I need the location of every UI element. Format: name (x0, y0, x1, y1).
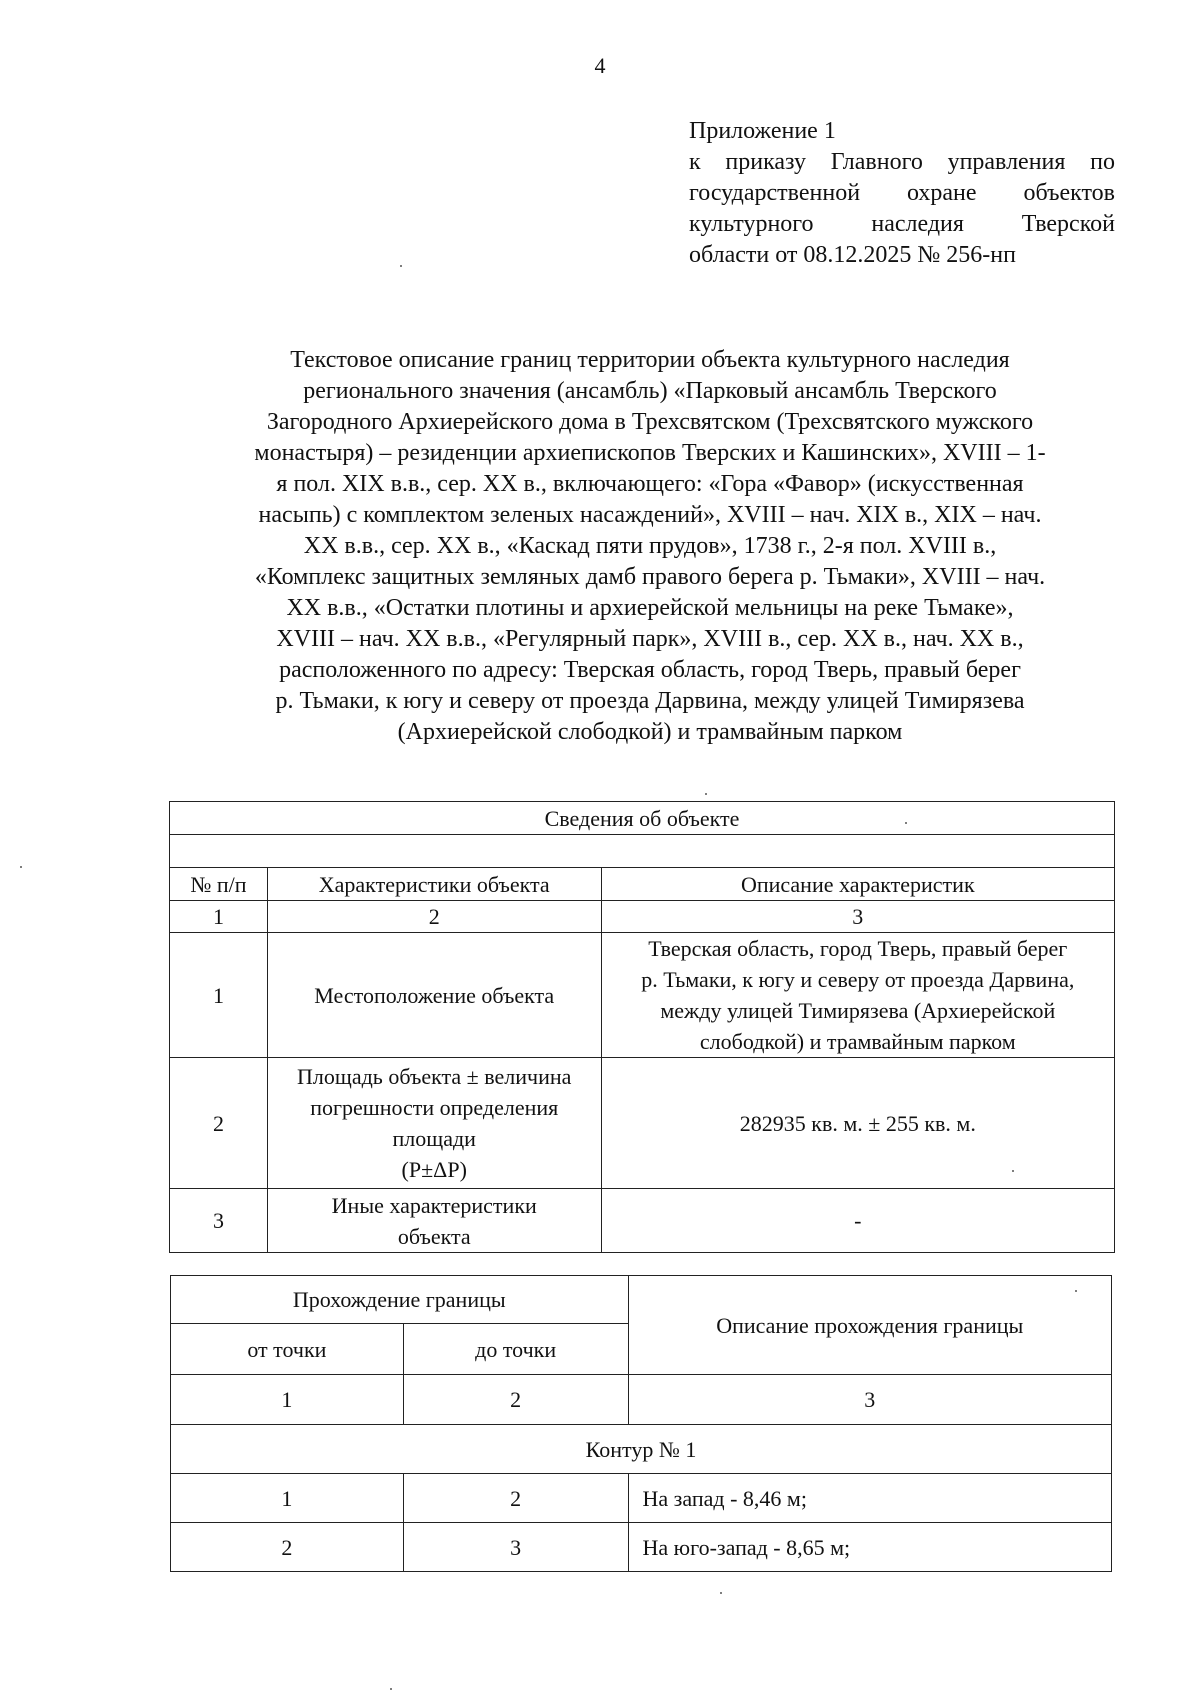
scan-speck (20, 866, 22, 868)
header-border-description: Описание прохождения границы (628, 1276, 1111, 1375)
row-description (601, 933, 1114, 1058)
row-number: 1 (170, 933, 268, 1058)
column-number: 3 (601, 901, 1114, 933)
column-number: 1 (171, 1375, 404, 1425)
table-column-number-row (170, 901, 1115, 933)
cell-line: площади (392, 1126, 476, 1151)
table-caption: Сведения об объекте (170, 802, 1115, 835)
to-point: 3 (403, 1523, 628, 1572)
cell-line: Тверская область, город Тверь, правый берег (648, 936, 1068, 961)
document-title (170, 345, 1130, 748)
column-number: 3 (628, 1375, 1111, 1425)
row-characteristic (267, 1058, 601, 1189)
appendix-line: к приказу Главного управления по (689, 149, 1115, 175)
title-line: XVIII – нач. XX в.в., «Регулярный парк», XVIII в., сер. XX в., нач. XX в., (276, 626, 1024, 652)
column-number: 2 (403, 1375, 628, 1425)
column-number: 1 (170, 901, 268, 933)
scan-speck (1012, 1170, 1014, 1172)
row-description (601, 1058, 1114, 1189)
table-header-row (171, 1276, 1112, 1324)
cell-line: слободкой) и трамвайным парком (699, 1029, 1016, 1054)
scan-speck (390, 1688, 392, 1690)
table-contour-row (171, 1425, 1112, 1474)
cell-line: 282935 кв. м. ± 255 кв. м. (739, 1110, 976, 1136)
header-from-point: от точки (171, 1324, 404, 1375)
scan-speck (1075, 1290, 1077, 1292)
cell-line: Площадь объекта ± величина (297, 1064, 572, 1089)
row-characteristic (267, 933, 601, 1058)
cell-line: р. Тьмаки, к югу и северу от проезда Дарвина, (641, 967, 1075, 992)
cell-line: - (854, 1208, 862, 1233)
table-caption-row (170, 802, 1115, 835)
row-number: 3 (170, 1189, 268, 1253)
table-row (170, 933, 1115, 1058)
row-characteristic (267, 1189, 601, 1253)
table-column-number-row (171, 1375, 1112, 1425)
scan-speck (705, 793, 707, 795)
title-line: расположенного по адресу: Тверская область, город Тверь, правый берег (279, 657, 1021, 683)
scan-speck (720, 1592, 722, 1594)
page-number: 4 (594, 53, 606, 78)
appendix-line: культурного наследия Тверской (689, 211, 1115, 237)
appendix-line: государственной охране объектов (689, 180, 1115, 206)
table-empty-row (170, 835, 1115, 868)
title-line: регионального значения (ансамбль) «Парковый ансамбль Тверского (303, 378, 997, 404)
scan-speck (905, 822, 907, 824)
border-description: На юго-запад - 8,65 м; (628, 1523, 1111, 1572)
appendix-header (689, 116, 1115, 271)
header-border-passage: Прохождение границы (171, 1276, 629, 1324)
cell-line: погрешности определения (310, 1095, 559, 1120)
header-to-point: до точки (403, 1324, 628, 1375)
header-characteristics: Характеристики объекта (267, 868, 601, 901)
table-row (170, 1058, 1115, 1189)
object-info-table (169, 801, 1115, 1253)
border-passage-table (170, 1275, 1112, 1572)
row-description (601, 1189, 1114, 1253)
table-row (171, 1523, 1112, 1572)
cell-line: (P±ΔP) (401, 1157, 467, 1182)
cell-line: Иные характеристики (331, 1192, 537, 1218)
header-number: № п/п (170, 868, 268, 901)
title-line: XX в.в., сер. XX в., «Каскад пяти прудов», 1738 г., 2-я пол. XVIII в., (303, 533, 997, 559)
table-row (171, 1474, 1112, 1523)
title-line: (Архиерейской слободкой) и трамвайным парком (397, 719, 903, 745)
title-line: Текстовое описание границ территории объекта культурного наследия (290, 347, 1010, 373)
title-line: насыпь) с комплектом зеленых насаждений», XVIII – нач. XIX в., XIX – нач. (258, 502, 1042, 528)
from-point: 1 (171, 1474, 404, 1523)
row-number: 2 (170, 1058, 268, 1189)
border-description: На запад - 8,46 м; (628, 1474, 1111, 1523)
title-line: р. Тьмаки, к югу и северу от проезда Дарвина, между улицей Тимирязева (275, 688, 1025, 714)
table-header-row (170, 868, 1115, 901)
title-line: я пол. XIX в.в., сер. XX в., включающего: «Гора «Фавор» (искусственная (276, 471, 1024, 497)
cell-line: объекта (397, 1223, 471, 1249)
contour-label: Контур № 1 (171, 1425, 1112, 1474)
title-line: XX в.в., «Остатки плотины и архиерейской мельницы на реке Тьмаке», (286, 595, 1014, 621)
appendix-line: области от 08.12.2025 № 256-нп (689, 242, 1016, 268)
scan-speck (400, 265, 402, 267)
column-number: 2 (267, 901, 601, 933)
cell-line: Местоположение объекта (314, 982, 555, 1008)
title-line: «Комплекс защитных земляных дамб правого берега р. Тьмаки», XVIII – нач. (254, 564, 1046, 590)
header-description: Описание характеристик (601, 868, 1114, 901)
cell-line: между улицей Тимирязева (Архиерейской (660, 998, 1056, 1023)
appendix-line: Приложение 1 (689, 118, 836, 144)
empty-cell (170, 835, 1115, 868)
title-line: монастыря) – резиденции архиепископов Тверских и Кашинских», XVIII – 1- (254, 440, 1046, 466)
table-row (170, 1189, 1115, 1253)
title-line: Загородного Архиерейского дома в Трехсвятском (Трехсвятского мужского (266, 409, 1034, 435)
from-point: 2 (171, 1523, 404, 1572)
to-point: 2 (403, 1474, 628, 1523)
